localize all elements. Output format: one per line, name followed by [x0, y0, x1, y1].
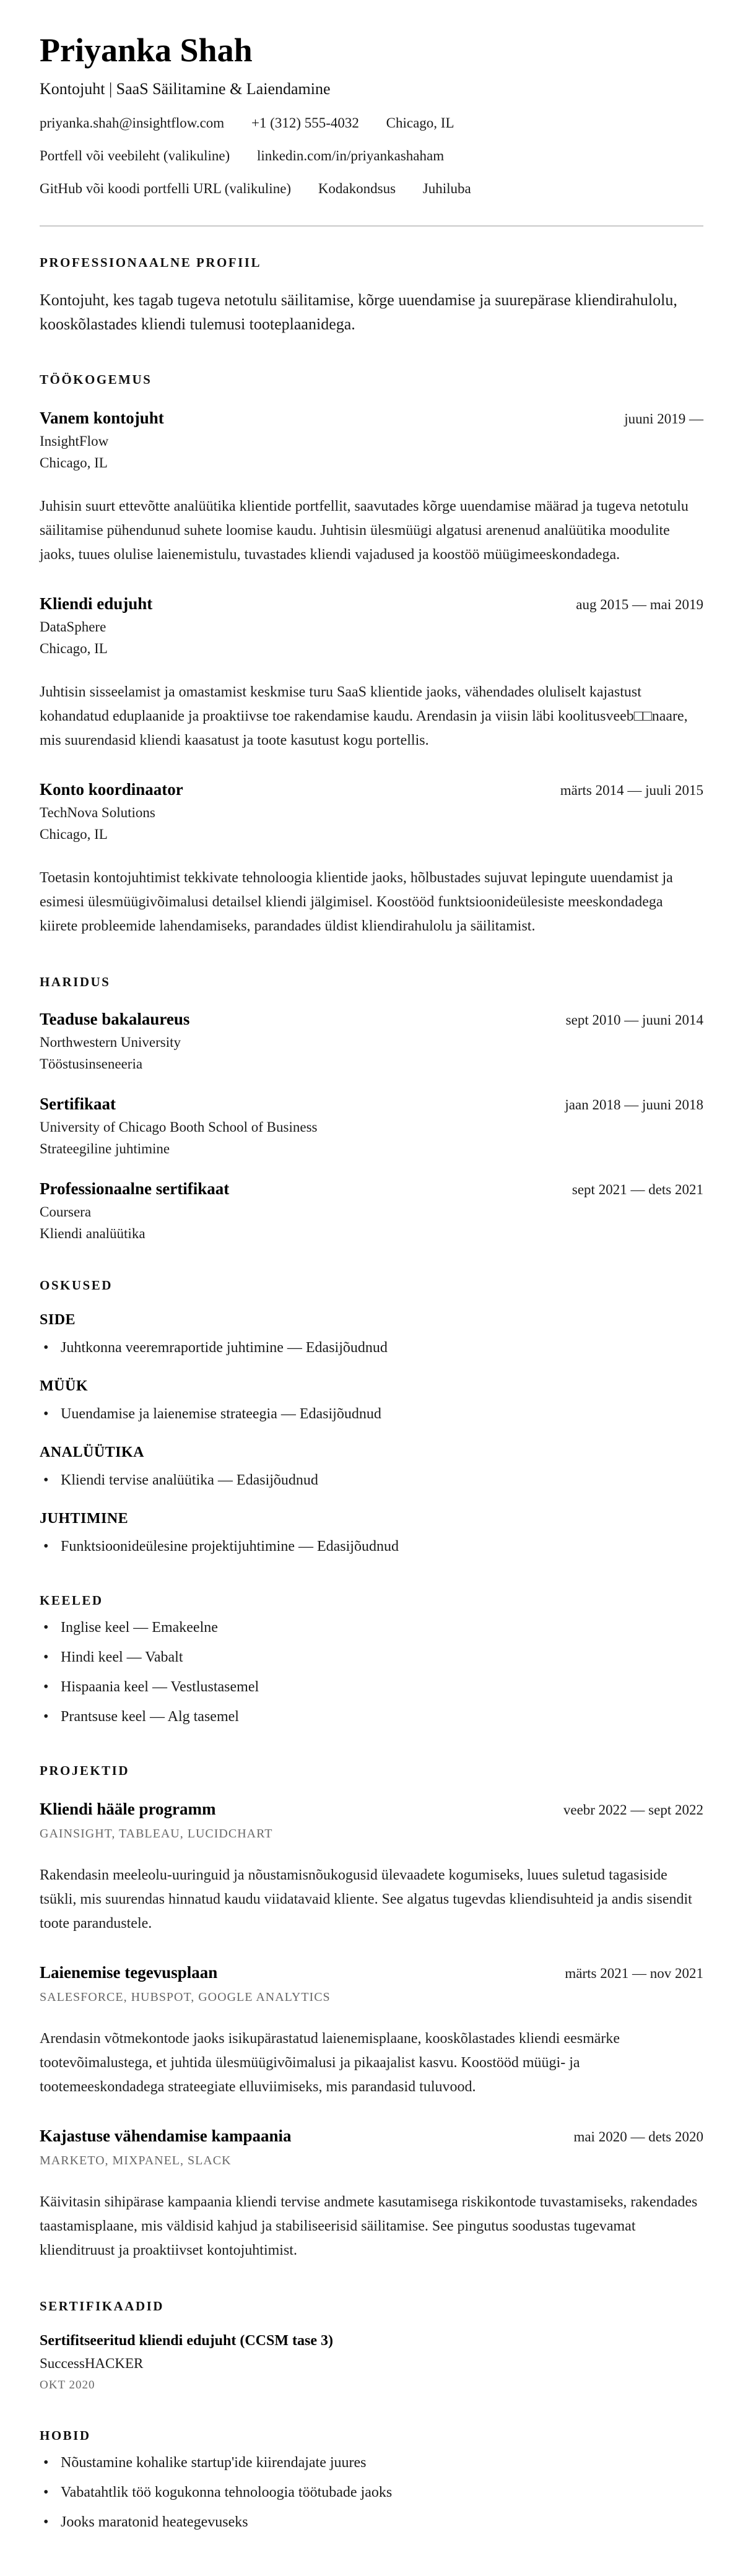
project-dates: märts 2021 — nov 2021 — [565, 1966, 703, 1982]
contact-row-1 — [40, 115, 703, 131]
field-of-study: Tööstusinseneeria — [40, 1056, 143, 1072]
project-entry — [40, 2127, 703, 2263]
section-heading-profile: PROFESSIONAALNE PROFIIL — [40, 255, 261, 271]
skill-list — [40, 1337, 703, 1358]
skill-item: • Uuendamise ja laienemise strateegia — Edasijõudnud — [40, 1403, 703, 1425]
education-entry-head — [40, 1010, 703, 1029]
field-of-study: Kliendi analüütika — [40, 1226, 146, 1242]
hobby-list — [40, 2452, 703, 2533]
project-entry-head — [40, 1800, 703, 1819]
section-skills — [40, 1278, 703, 1557]
experience-entry-head — [40, 780, 703, 799]
experience-entry — [40, 780, 703, 939]
degree-dates: jaan 2018 — juuni 2018 — [565, 1097, 703, 1113]
degree-dates: sept 2010 — juuni 2014 — [565, 1012, 703, 1028]
hobby-item: • Jooks maratonid heategevuseks — [40, 2512, 703, 2533]
project-tools: SALESFORCE, HUBSPOT, GOOGLE ANALYTICS — [40, 1990, 331, 2005]
resume-header — [40, 32, 703, 227]
skill-list — [40, 1470, 703, 1491]
project-tools: GAINSIGHT, TABLEAU, LUCIDCHART — [40, 1827, 273, 1841]
job-dates: aug 2015 — mai 2019 — [576, 597, 703, 613]
project-title: Laienemise tegevusplaan — [40, 1963, 218, 1982]
degree-dates: sept 2021 — dets 2021 — [571, 1182, 703, 1198]
contact-email: priyanka.shah@insightflow.com — [40, 115, 225, 131]
contact-github: GitHub või koodi portfelli URL (valikuline) — [40, 181, 292, 197]
job-description: Toetasin kontojuhtimist tekkivate tehnoloogia klientide jaoks, hõlbustades sujuvat lepingute uuendamist ja esimesi ülesmüügivõimalusi detailsel kliendi jälgimisel. Koostööd funktsioonideülesiste meeskondadega kiirete probleemide lahendamiseks, parandades üldist kliendirahulolu ja säilitamist. — [40, 870, 673, 935]
contact-citizenship: Kodakondsus — [318, 181, 396, 197]
field-of-study: Strateegiline juhtimine — [40, 1141, 170, 1157]
language-item: • Inglise keel — Emakeelne — [40, 1617, 703, 1638]
section-heading-experience: TÖÖKOGEMUS — [40, 372, 152, 388]
degree-title: Teaduse bakalaureus — [40, 1010, 190, 1029]
contact-row-3 — [40, 181, 703, 197]
job-dates: juuni 2019 — — [624, 411, 703, 427]
hobby-item: • Vabatahtlik töö kogukonna tehnoloogia töötubade jaoks — [40, 2482, 703, 2503]
project-dates: mai 2020 — dets 2020 — [573, 2129, 703, 2145]
project-description: Arendasin võtmekontode jaoks isikupärastatud laienemisplaane, kooskõlastades kliendi eesmärke tootevõimalustega, et juhtida ülesmüügivõimalusi ja pikaajalist kasvu. Koostööd müügi- ja tootemeeskondadega strateegiate elluviimiseks, mis parandasid tuluvood. — [40, 2031, 620, 2096]
education-entry-head — [40, 1095, 703, 1114]
experience-entry — [40, 594, 703, 753]
job-description: Juhisin suurt ettevõtte analüütika klientide portfellit, saavutades kõrge uuendamise määrad ja tugeva netotulu säilitamise pühendunud suhete loomise kaudu. Juhtisin ülesmüügi algatusi arenenud analüütika moodulite jaoks, tuues olulise laienemistulu, tuvastades kliendi vajadused ja koostöö müügimeeskondadega. — [40, 498, 689, 563]
skill-list — [40, 1403, 703, 1425]
language-item: • Prantsuse keel — Alg tasemel — [40, 1706, 703, 1727]
certification-entry — [40, 2333, 703, 2392]
skill-list — [40, 1536, 703, 1557]
section-experience — [40, 372, 703, 939]
section-hobbies — [40, 2428, 703, 2533]
contact-website: Portfell või veebileht (valikuline) — [40, 148, 230, 164]
contact-linkedin: linkedin.com/in/priyankashaham — [256, 148, 445, 164]
section-education — [40, 974, 703, 1242]
project-entry-head — [40, 2127, 703, 2146]
experience-entry — [40, 409, 703, 567]
education-entry — [40, 1095, 703, 1157]
resume-headline: Kontojuht | SaaS Säilitamine & Laiendamine — [40, 80, 331, 98]
skill-item: • Funktsioonideülesine projektijuhtimine — Edasijõudnud — [40, 1536, 703, 1557]
language-item: • Hindi keel — Vabalt — [40, 1647, 703, 1668]
experience-entry-head — [40, 594, 703, 614]
contact-license: Juhiluba — [422, 181, 471, 197]
profile-text: Kontojuht, kes tagab tugeva netotulu säilitamise, kõrge uuendamise ja suurepärase kliendirahulolu, kooskõlastades kliendi tulemusi tooteplaanidega. — [40, 291, 677, 334]
job-dates: märts 2014 — juuli 2015 — [560, 783, 703, 799]
job-title: Kliendi edujuht — [40, 594, 153, 614]
project-title: Kliendi hääle programm — [40, 1800, 216, 1819]
contact-row-2 — [40, 148, 703, 164]
education-entry-head — [40, 1179, 703, 1199]
certification-issuer: SuccessHACKER — [40, 2356, 144, 2372]
certification-date: OKT 2020 — [40, 2379, 95, 2392]
job-title: Konto koordinaator — [40, 780, 183, 799]
section-heading-hobbies: HOBID — [40, 2428, 91, 2444]
project-entry — [40, 1800, 703, 1936]
project-entry — [40, 1963, 703, 2099]
skill-group — [40, 1444, 703, 1491]
school-name: Northwestern University — [40, 1034, 181, 1051]
project-description: Rakendasin meeleolu-uuringuid ja nõustamisnõukogusid ülevaadete kogumiseks, luues suletud tagasiside tsükli, mis suurendas hinnatud kaudu viidatavaid kliente. See algatus tugevdas kliendisuhteid ja andis sisendit toote parandustele. — [40, 1867, 692, 1932]
education-entry — [40, 1179, 703, 1242]
section-profile — [40, 255, 703, 336]
project-title: Kajastuse vähendamise kampaania — [40, 2127, 292, 2146]
resume-name: Priyanka Shah — [40, 32, 253, 69]
section-heading-skills: OSKUSED — [40, 1278, 113, 1293]
job-location: Chicago, IL — [40, 641, 108, 657]
contact-phone: +1 (312) 555-4032 — [251, 115, 359, 131]
language-item: • Hispaania keel — Vestlustasemel — [40, 1676, 703, 1698]
skill-group — [40, 1511, 703, 1557]
job-company: InsightFlow — [40, 433, 109, 449]
section-projects — [40, 1763, 703, 2263]
school-name: University of Chicago Booth School of Business — [40, 1119, 318, 1135]
project-description: Käivitasin sihipärase kampaania kliendi tervise andmete kasutamisega riskikontode tuvastamiseks, rakendades taastamisplaane, mis väldisid kahjud ja stabiliseerisid säilitamise. See pingutus soodustas tugevamat klienditruust ja proaktiivset kontojuhtimist. — [40, 2194, 698, 2259]
contact-block — [40, 115, 703, 197]
section-heading-projects: PROJEKTID — [40, 1763, 130, 1779]
section-heading-languages: KEELED — [40, 1593, 103, 1608]
skill-group — [40, 1312, 703, 1358]
job-location: Chicago, IL — [40, 826, 108, 843]
project-tools: MARKETO, MIXPANEL, SLACK — [40, 2154, 232, 2168]
certification-title: Sertifitseeritud kliendi edujuht (CCSM tase 3) — [40, 2333, 333, 2349]
job-company: TechNova Solutions — [40, 805, 155, 821]
education-entry — [40, 1010, 703, 1072]
school-name: Coursera — [40, 1204, 92, 1220]
section-languages — [40, 1593, 703, 1727]
skill-group-name: MÜÜK — [40, 1378, 88, 1395]
section-heading-certifications: SERTIFIKAADID — [40, 2299, 164, 2314]
skill-item: • Juhtkonna veeremraportide juhtimine — Edasijõudnud — [40, 1337, 703, 1358]
project-dates: veebr 2022 — sept 2022 — [563, 1802, 703, 1818]
section-certifications — [40, 2299, 703, 2392]
experience-entry-head — [40, 409, 703, 428]
skill-group-name: SIDE — [40, 1312, 76, 1329]
job-description: Juhtisin sisseelamist ja omastamist keskmise turu SaaS klientide jaoks, vähendades oluliselt kajastust kohandatud eduplaanide ja proaktiivse toe rakendamise kaudu. Arendasin ja viisin läbi koolitusveeb□□naare, mis suurendasid kliendi kaasatust ja toote kasutust kogu portellis. — [40, 684, 688, 749]
skill-group-name: ANALÜÜTIKA — [40, 1444, 145, 1461]
skill-group — [40, 1378, 703, 1425]
degree-title: Sertifikaat — [40, 1095, 116, 1114]
contact-location: Chicago, IL — [386, 115, 454, 131]
skill-group-name: JUHTIMINE — [40, 1511, 129, 1527]
degree-title: Professionaalne sertifikaat — [40, 1179, 230, 1199]
job-company: DataSphere — [40, 619, 106, 635]
language-list — [40, 1617, 703, 1727]
section-heading-education: HARIDUS — [40, 974, 111, 990]
project-entry-head — [40, 1963, 703, 1982]
hobby-item: • Nõustamine kohalike startup'ide kiirendajate juures — [40, 2452, 703, 2473]
job-title: Vanem kontojuht — [40, 409, 164, 428]
skill-item: • Kliendi tervise analüütika — Edasijõudnud — [40, 1470, 703, 1491]
job-location: Chicago, IL — [40, 455, 108, 471]
header-divider — [40, 225, 703, 227]
